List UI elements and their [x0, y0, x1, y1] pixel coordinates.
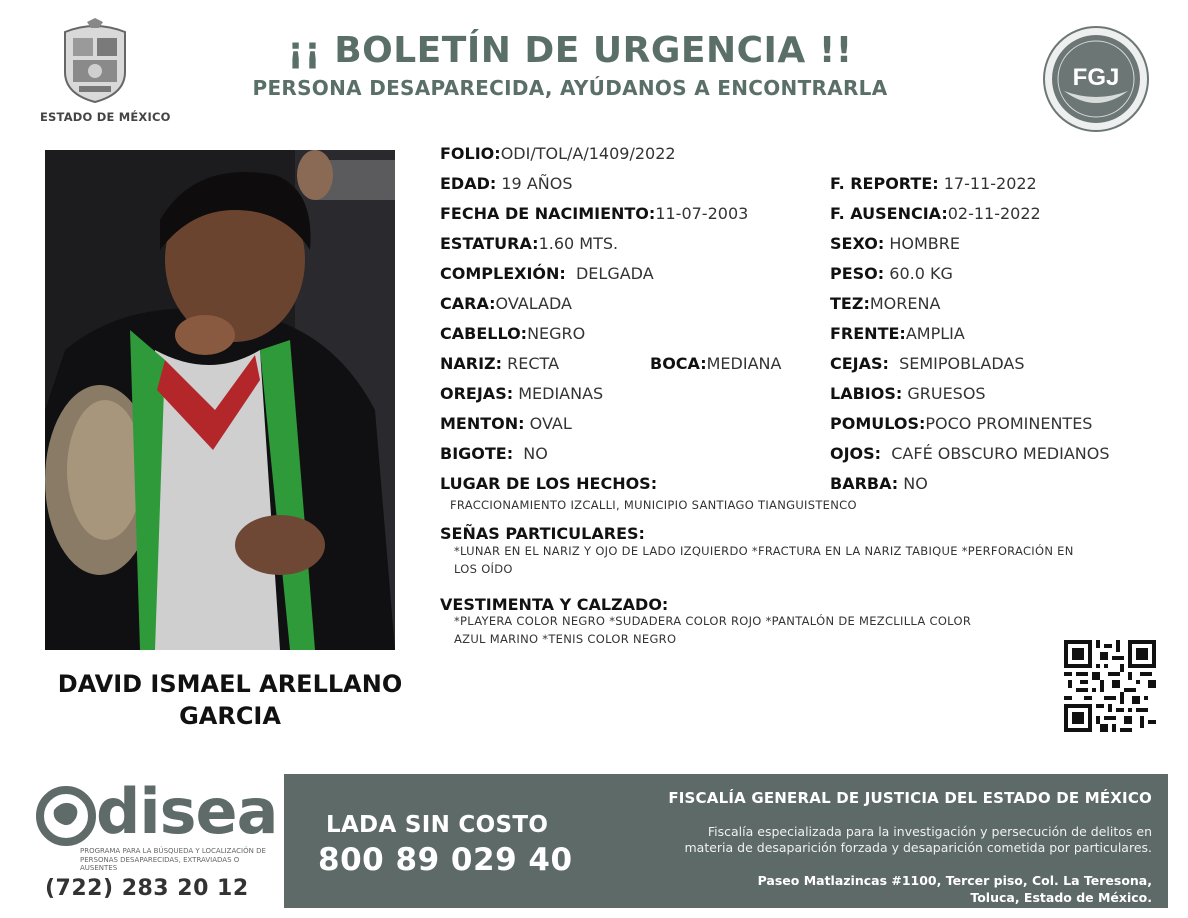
qr-code[interactable] [1064, 640, 1156, 732]
complexion-label: COMPLEXIÓN: [440, 264, 566, 283]
address-line1: Paseo Matlazincas #1100, Tercer piso, Col. La Teresona, [757, 873, 1152, 888]
menton-value: OVAL [529, 414, 572, 433]
boca-value: MEDIANA [706, 354, 782, 373]
field-cara [440, 294, 572, 314]
lada-number[interactable]: 800 89 029 40 [318, 842, 573, 878]
fgj-desc-line1: Fiscalía especializada para la investigación y persecución de delitos en [707, 824, 1152, 839]
fgj-heading: FISCALÍA GENERAL DE JUSTICIA DEL ESTADO DE MÉXICO [668, 789, 1152, 807]
complexion-value: DELGADA [575, 264, 654, 283]
person-name-line1: DAVID ISMAEL ARELLANO [57, 670, 403, 698]
edad-label: EDAD: [440, 174, 497, 193]
fgj-seal-logo [1042, 25, 1150, 133]
bigote-value: NO [523, 444, 548, 463]
person-name-line2: GARCIA [179, 702, 281, 730]
barba-label: BARBA: [830, 474, 899, 493]
person-name [30, 668, 430, 732]
field-nariz [440, 354, 559, 374]
field-pomulos [830, 414, 1092, 434]
peso-label: PESO: [830, 264, 885, 283]
field-peso [830, 264, 953, 284]
local-phone[interactable]: (722) 283 20 12 [45, 876, 249, 901]
barba-value: NO [903, 474, 928, 493]
edad-value: 19 AÑOS [501, 174, 573, 193]
cara-label: CARA: [440, 294, 496, 313]
orejas-label: OREJAS: [440, 384, 514, 403]
estatura-value: 1.60 MTS. [538, 234, 619, 253]
folio-value: ODI/TOL/A/1409/2022 [500, 144, 676, 163]
folio-label: FOLIO: [440, 144, 501, 163]
ojos-label: OJOS: [830, 444, 882, 463]
fecha-nacimiento-value: 11-07-2003 [655, 204, 749, 223]
missing-person-photo [45, 150, 395, 650]
field-f-reporte [830, 174, 1037, 194]
estatura-label: ESTATURA: [440, 234, 539, 253]
bulletin-subtitle: PERSONA DESAPARECIDA, AYÚDANOS A ENCONTRARLA [252, 76, 888, 100]
labios-value: GRUESOS [907, 384, 986, 403]
field-senas [440, 524, 645, 544]
tez-value: MORENA [869, 294, 941, 313]
field-f-ausencia [830, 204, 1041, 224]
odisea-brand: disea [96, 775, 278, 848]
menton-label: MENTON: [440, 414, 525, 433]
field-estatura [440, 234, 618, 254]
vestimenta-line2: AZUL MARINO *TENIS COLOR NEGRO [454, 632, 677, 646]
lada-label: LADA SIN COSTO [326, 812, 549, 838]
cabello-label: CABELLO: [440, 324, 528, 343]
cejas-label: CEJAS: [830, 354, 889, 373]
address-line2: Toluca, Estado de México. [970, 890, 1152, 905]
boca-label: BOCA: [650, 354, 707, 373]
vestimenta-label: VESTIMENTA Y CALZADO: [440, 595, 669, 614]
person-photo-image [45, 150, 395, 650]
field-lugar [440, 474, 657, 494]
field-cejas [830, 354, 1024, 374]
field-edad [440, 174, 572, 194]
cejas-value: SEMIPOBLADAS [899, 354, 1025, 373]
labios-label: LABIOS: [830, 384, 903, 403]
field-barba [830, 474, 928, 494]
field-orejas [440, 384, 603, 404]
field-menton [440, 414, 572, 434]
cabello-value: NEGRO [527, 324, 586, 343]
field-tez [830, 294, 940, 314]
fecha-nacimiento-label: FECHA DE NACIMIENTO: [440, 204, 656, 223]
field-boca [650, 354, 781, 374]
pomulos-value: POCO PROMINENTES [925, 414, 1093, 433]
state-label: ESTADO DE MÉXICO [40, 110, 171, 124]
field-bigote [440, 444, 548, 464]
fgj-desc-line2: materia de desaparición forzada y desaparición cometida por particulares. [684, 840, 1152, 855]
nariz-label: NARIZ: [440, 354, 503, 373]
frente-value: AMPLIA [905, 324, 965, 343]
field-fecha-nacimiento [440, 204, 748, 224]
vestimenta-line1: *PLAYERA COLOR NEGRO *SUDADERA COLOR ROJO *PANTALÓN DE MEZCLILLA COLOR [454, 614, 972, 628]
senas-line2: LOS OÍDO [454, 562, 513, 576]
cara-value: OVALADA [495, 294, 572, 313]
f-ausencia-value: 02-11-2022 [947, 204, 1041, 223]
fgj-seal-icon [1042, 25, 1150, 133]
f-ausencia-label: F. AUSENCIA: [830, 204, 948, 223]
odisea-logo [36, 786, 96, 850]
lugar-label: LUGAR DE LOS HECHOS: [440, 474, 658, 493]
bulletin-title: ¡¡ BOLETÍN DE URGENCIA !! [287, 30, 853, 71]
fgj-description [600, 824, 1152, 856]
tez-label: TEZ: [830, 294, 870, 313]
f-reporte-label: F. REPORTE: [830, 174, 939, 193]
ojos-value: CAFÉ OBSCURO MEDIANOS [891, 444, 1110, 463]
estado-de-mexico-logo [40, 18, 171, 124]
senas-label: SEÑAS PARTICULARES: [440, 524, 645, 543]
qr-code-icon [1064, 640, 1156, 732]
field-sexo [830, 234, 960, 254]
field-ojos [830, 444, 1110, 464]
sexo-label: SEXO: [830, 234, 885, 253]
frente-label: FRENTE: [830, 324, 906, 343]
f-reporte-value: 17-11-2022 [943, 174, 1037, 193]
coat-of-arms-icon [57, 18, 133, 104]
field-frente [830, 324, 965, 344]
odisea-map-icon [36, 786, 96, 846]
bigote-label: BIGOTE: [440, 444, 514, 463]
sexo-value: HOMBRE [889, 234, 960, 253]
field-labios [830, 384, 986, 404]
odisea-description: PROGRAMA PARA LA BÚSQUEDA Y LOCALIZACIÓN DE PERSONAS DESAPARECIDAS, EXTRAVIADAS O AUSENTES [80, 847, 266, 872]
svg-text:FGJ: FGJ [1072, 64, 1120, 91]
lugar-value: FRACCIONAMIENTO IZCALLI, MUNICIPIO SANTIAGO TIANGUISTENCO [450, 498, 857, 512]
field-folio [440, 144, 676, 164]
orejas-value: MEDIANAS [518, 384, 604, 403]
field-complexion [440, 264, 654, 284]
field-cabello [440, 324, 585, 344]
pomulos-label: POMULOS: [830, 414, 926, 433]
nariz-value: RECTA [507, 354, 560, 373]
fgj-address [600, 872, 1152, 906]
senas-line1: *LUNAR EN EL NARIZ Y OJO DE LADO IZQUIERDO *FRACTURA EN LA NARIZ TABIQUE *PERFORACIÓN EN [454, 544, 1074, 558]
peso-value: 60.0 KG [889, 264, 953, 283]
